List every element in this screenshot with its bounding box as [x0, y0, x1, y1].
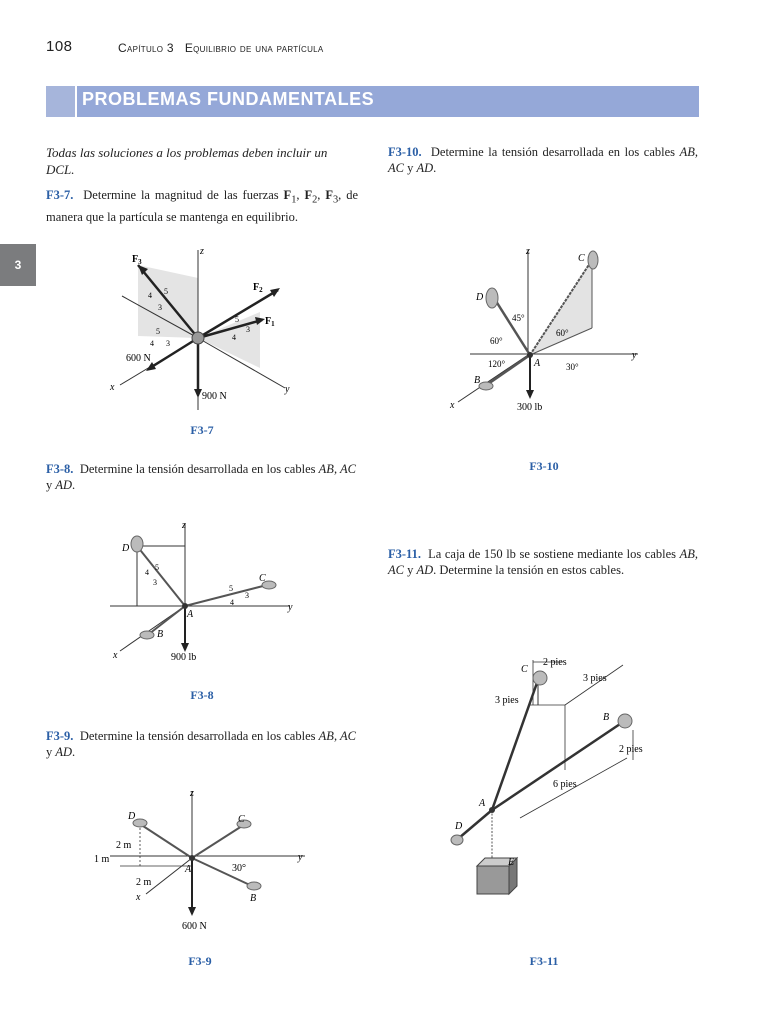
- support-icon: [247, 882, 261, 890]
- period: .: [72, 478, 76, 492]
- chapter-tab: [0, 244, 36, 286]
- arrow-head-icon: [181, 643, 189, 652]
- particle: [489, 807, 495, 813]
- slope-number: 4: [230, 598, 234, 607]
- axis-label: y: [285, 384, 290, 395]
- figure-caption: F3-7: [190, 423, 214, 437]
- point-label: B: [474, 375, 481, 386]
- dimension-label: 3 pies: [495, 695, 519, 706]
- dimension-label: 2 m: [116, 840, 132, 851]
- slope-number: 4: [145, 568, 149, 577]
- point-label: B: [250, 893, 257, 904]
- point-label: C: [259, 573, 266, 584]
- load-label: 300 lb: [517, 402, 543, 413]
- load-label: 900 lb: [171, 652, 197, 663]
- force-symbol: F: [325, 188, 333, 202]
- point-label: E: [508, 857, 515, 868]
- point-label: C: [238, 814, 245, 825]
- axis-label: x: [450, 400, 455, 411]
- axis-label: y: [298, 852, 303, 863]
- figure-f3-9: [90, 786, 315, 936]
- axis-label: z: [190, 788, 194, 799]
- problem-text: , de manera que la partícula se mantenga en equilibrio.: [46, 188, 359, 224]
- axis-label: y: [632, 350, 637, 361]
- problem-label: F3-10.: [388, 145, 422, 159]
- force-symbol: F: [132, 254, 139, 265]
- figure-f3-8: [105, 518, 305, 668]
- problem-f3-9: [46, 728, 356, 760]
- slope-number: 3: [166, 339, 170, 348]
- problem-text: . Determine la tensión en estos cables.: [433, 563, 625, 577]
- angle-label: 30°: [232, 863, 246, 874]
- slope-number: 3: [246, 325, 250, 334]
- cable-ad: [140, 824, 192, 858]
- slope-number: 5: [156, 327, 160, 336]
- arrow-head-icon: [194, 389, 202, 398]
- separator: ,: [317, 188, 326, 202]
- separator: ,: [296, 188, 305, 202]
- force-symbol: F: [283, 188, 292, 202]
- dimension-label: 3 pies: [583, 673, 607, 684]
- particle: [527, 352, 533, 358]
- support-icon: [479, 382, 493, 390]
- particle: [189, 855, 195, 861]
- dimension-label: 6 pies: [553, 779, 577, 790]
- slope-number: 5: [155, 563, 159, 572]
- force-subscript: 2: [259, 286, 263, 294]
- support-icon: [533, 671, 547, 685]
- support-icon: [618, 714, 632, 728]
- force-symbol: F: [253, 282, 260, 293]
- cable-ac: [185, 585, 267, 606]
- figure-caption: F3-9: [188, 954, 212, 968]
- slope-number: 4: [150, 339, 154, 348]
- period: .: [433, 161, 437, 175]
- figure-caption: F3-8: [190, 688, 214, 702]
- axis-label: z: [200, 246, 204, 257]
- point-label: C: [578, 253, 585, 264]
- point-label: A: [479, 798, 486, 809]
- force-symbol: F: [265, 316, 272, 327]
- support-icon: [451, 835, 463, 845]
- problem-text: Determine la tensión desarrollada en los cables: [79, 462, 319, 476]
- force-subscript: 3: [138, 258, 142, 266]
- point-label: D: [455, 821, 463, 832]
- cable-ac: [192, 826, 242, 858]
- guide-line: [565, 665, 623, 705]
- figure-f3-11: [445, 650, 660, 900]
- dimension-label: 2 m: [136, 877, 152, 888]
- problem-f3-11: [388, 546, 698, 578]
- dimension-label: 1 m: [94, 854, 110, 865]
- force-label: [132, 254, 142, 266]
- force-label: [265, 316, 275, 328]
- angle-label: 60°: [490, 336, 503, 346]
- problem-text: Determine la tensión desarrollada en los cables: [430, 145, 680, 159]
- slope-number: 3: [245, 591, 249, 600]
- cable-ad: [494, 298, 530, 355]
- arrow-head-icon: [188, 907, 196, 916]
- problem-label: F3-9.: [46, 729, 74, 743]
- figure-f3-7: [100, 240, 310, 420]
- point-label: D: [476, 292, 484, 303]
- force-subscript: 2: [312, 194, 318, 206]
- conjunction: y: [403, 161, 417, 175]
- point-label: C: [521, 664, 528, 675]
- axis-label: x: [113, 650, 118, 661]
- problem-label: F3-7.: [46, 188, 74, 202]
- angle-label: 30°: [566, 362, 579, 372]
- problem-f3-10: [388, 144, 698, 176]
- slope-number: 4: [232, 333, 236, 342]
- slope-number: 4: [148, 291, 152, 300]
- figure-caption: F3-11: [529, 954, 559, 968]
- support-icon: [140, 631, 154, 639]
- problem-f3-7: [46, 187, 358, 225]
- point-label: A: [187, 609, 194, 620]
- cable-names: AB, AC: [318, 729, 356, 743]
- banner-accent: [46, 86, 75, 117]
- load-label: 600 N: [126, 353, 151, 364]
- page-number: 108: [46, 38, 73, 55]
- conjunction: y: [403, 563, 417, 577]
- support-icon: [486, 288, 498, 308]
- chapter-header: [118, 41, 324, 55]
- axis-label: z: [182, 520, 186, 531]
- conjunction: y: [46, 745, 56, 759]
- support-icon: [131, 536, 143, 552]
- dimension-label: 2 pies: [619, 744, 643, 755]
- figure-f3-10: [440, 240, 650, 420]
- chapter-title: Equilibrio de una partícula: [184, 41, 324, 55]
- force-subscript: 1: [291, 194, 297, 206]
- cable-ab: [149, 606, 185, 634]
- point-label: A: [534, 358, 541, 369]
- conjunction: y: [46, 478, 56, 492]
- cable-name: AD: [416, 563, 434, 577]
- point-label: A: [185, 864, 192, 875]
- load-label: 900 N: [202, 391, 227, 402]
- cable-ad: [459, 810, 492, 838]
- cable-name: AD: [55, 745, 73, 759]
- problem-label: F3-8.: [46, 462, 74, 476]
- slope-number: 3: [153, 578, 157, 587]
- slope-number: 3: [158, 303, 162, 312]
- cable-names: AB, AC: [318, 462, 356, 476]
- point-label: D: [128, 811, 136, 822]
- intro-text: Todas las soluciones a los problemas deben incluir un DCL.: [46, 145, 328, 177]
- load-600-vector: [150, 338, 198, 368]
- point-label: B: [157, 629, 164, 640]
- cable-name: AD: [55, 478, 73, 492]
- arrow-head-icon: [526, 390, 534, 399]
- angle-label: 45°: [512, 313, 525, 323]
- axis-label: z: [526, 246, 530, 257]
- point-label: B: [603, 712, 610, 723]
- support-icon: [588, 251, 598, 269]
- cable-names: AB, AC: [388, 547, 699, 577]
- cable-name: AD: [416, 161, 434, 175]
- slope-number: 5: [229, 584, 233, 593]
- axis-label: x: [110, 382, 115, 393]
- angle-label: 60°: [556, 328, 569, 338]
- problem-text: Determine la tensión desarrollada en los cables: [79, 729, 319, 743]
- angle-label: 120°: [488, 359, 506, 369]
- dimension-label: 2 pies: [543, 657, 567, 668]
- problem-label: F3-11.: [388, 547, 421, 561]
- figure-caption: F3-10: [529, 459, 559, 473]
- crate-icon: [477, 866, 509, 894]
- point-label: D: [122, 543, 130, 554]
- force-symbol: F: [304, 188, 313, 202]
- cable-names: AB, AC: [388, 145, 699, 175]
- problem-text: Determine la magnitud de las fuerzas: [83, 188, 284, 202]
- chapter-tab-label: 3: [14, 258, 22, 272]
- problem-f3-8: [46, 461, 356, 493]
- force-subscript: 3: [332, 194, 339, 206]
- slope-number: 5: [164, 287, 168, 296]
- slope-number: 5: [235, 315, 239, 324]
- force-subscript: 1: [271, 320, 275, 328]
- axis-label: y: [288, 602, 293, 613]
- period: .: [72, 745, 76, 759]
- arrow-head-icon: [270, 288, 280, 297]
- problem-text: La caja de 150 lb se sostiene mediante los cables: [428, 547, 680, 561]
- particle: [192, 332, 204, 344]
- chapter-number: Capítulo 3: [118, 41, 174, 55]
- force-label: [253, 282, 263, 294]
- section-title: PROBLEMAS FUNDAMENTALES: [82, 89, 375, 109]
- load-label: 600 N: [182, 921, 207, 932]
- axis-label: x: [136, 892, 141, 903]
